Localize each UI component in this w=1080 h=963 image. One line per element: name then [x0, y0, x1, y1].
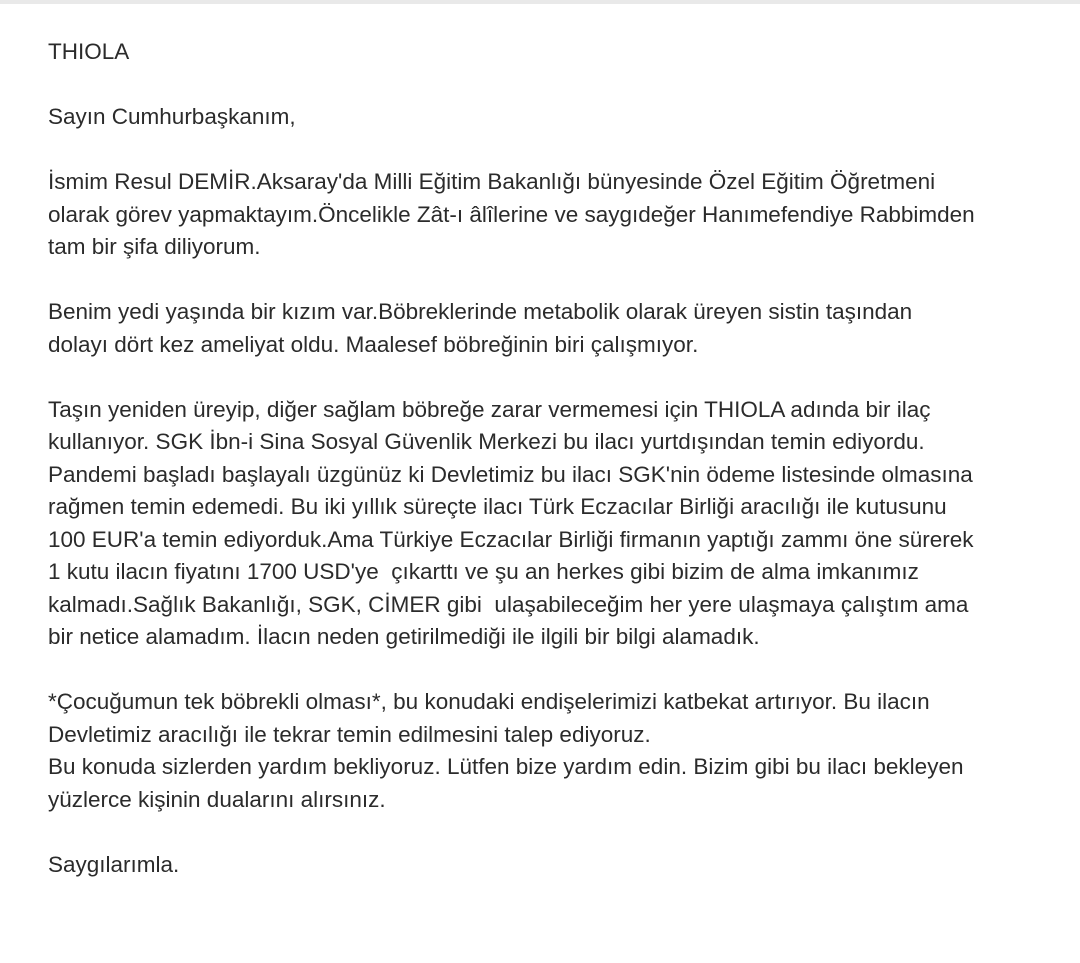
- letter-closing: [48, 849, 1068, 882]
- text-line: tam bir şifa diliyorum.: [48, 234, 261, 259]
- text-line: dolayı dört kez ameliyat oldu. Maalesef böbreğinin biri çalışmıyor.: [48, 331, 699, 357]
- text-line: Pandemi başladı başlayalı üzgünüz ki Devletimiz bu ilacı SGK'nin ödeme listesinde olmasına: [48, 461, 973, 487]
- paragraph-daughter: [48, 296, 1068, 361]
- document-page: [0, 4, 1080, 963]
- text-line: kalmadı.Sağlık Bakanlığı, SGK, CİMER gibi ulaşabileceğim her yere ulaşmaya çalıştım ama: [48, 591, 969, 617]
- letter-salutation: [48, 101, 1068, 134]
- text-line: 1 kutu ilacın fiyatını 1700 USD'ye çıkarttı ve şu an herkes gibi bizim de alma imkanımız: [48, 559, 919, 584]
- text-line: THIOLA: [48, 39, 130, 64]
- text-line: 100 EUR'a temin ediyorduk.Ama Türkiye Eczacılar Birliği firmanın yaptığı zammı öne sürerek: [48, 526, 974, 552]
- text-line: Benim yedi yaşında bir kızım var.Böbreklerinde metabolik olarak üreyen sistin taşından: [48, 299, 913, 324]
- text-line: bir netice alamadım. İlacın neden getirilmediği ile ilgili bir bilgi alamadık.: [48, 624, 760, 649]
- text-line: rağmen temin edemedi. Bu iki yıllık süreçte ilacı Türk Eczacılar Birliği aracılığı ile kutusunu: [48, 494, 947, 519]
- text-line: Sayın Cumhurbaşkanım,: [48, 104, 296, 129]
- letter-body: [48, 36, 1068, 914]
- letter-subject: [48, 36, 1068, 69]
- paragraph-introduction: [48, 166, 1068, 264]
- text-line: *Çocuğumun tek böbrekli olması*, bu konudaki endişelerimizi katbekat artırıyor. Bu ilacın: [48, 689, 930, 714]
- paragraph-medication: [48, 394, 1068, 654]
- text-line: İsmim Resul DEMİR.Aksaray'da Milli Eğitim Bakanlığı bünyesinde Özel Eğitim Öğretmeni: [48, 169, 936, 194]
- text-line: Bu konuda sizlerden yardım bekliyoruz. Lütfen bize yardım edin. Bizim gibi bu ilacı bekleyen: [48, 754, 964, 779]
- text-line: olarak görev yapmaktayım.Öncelikle Zât-ı âlîlerine ve saygıdeğer Hanımefendiye Rabbimden: [48, 201, 975, 227]
- text-line: yüzlerce kişinin dualarını alırsınız.: [48, 786, 386, 812]
- text-line: Taşın yeniden üreyip, diğer sağlam böbreğe zarar vermemesi için THIOLA adında bir ilaç: [48, 396, 931, 422]
- text-line: Saygılarımla.: [48, 851, 180, 877]
- paragraph-request: [48, 686, 1068, 816]
- text-line: Devletimiz aracılığı ile tekrar temin edilmesini talep ediyoruz.: [48, 721, 651, 747]
- text-line: kullanıyor. SGK İbn-i Sina Sosyal Güvenlik Merkezi bu ilacı yurtdışından temin ediyordu.: [48, 429, 925, 454]
